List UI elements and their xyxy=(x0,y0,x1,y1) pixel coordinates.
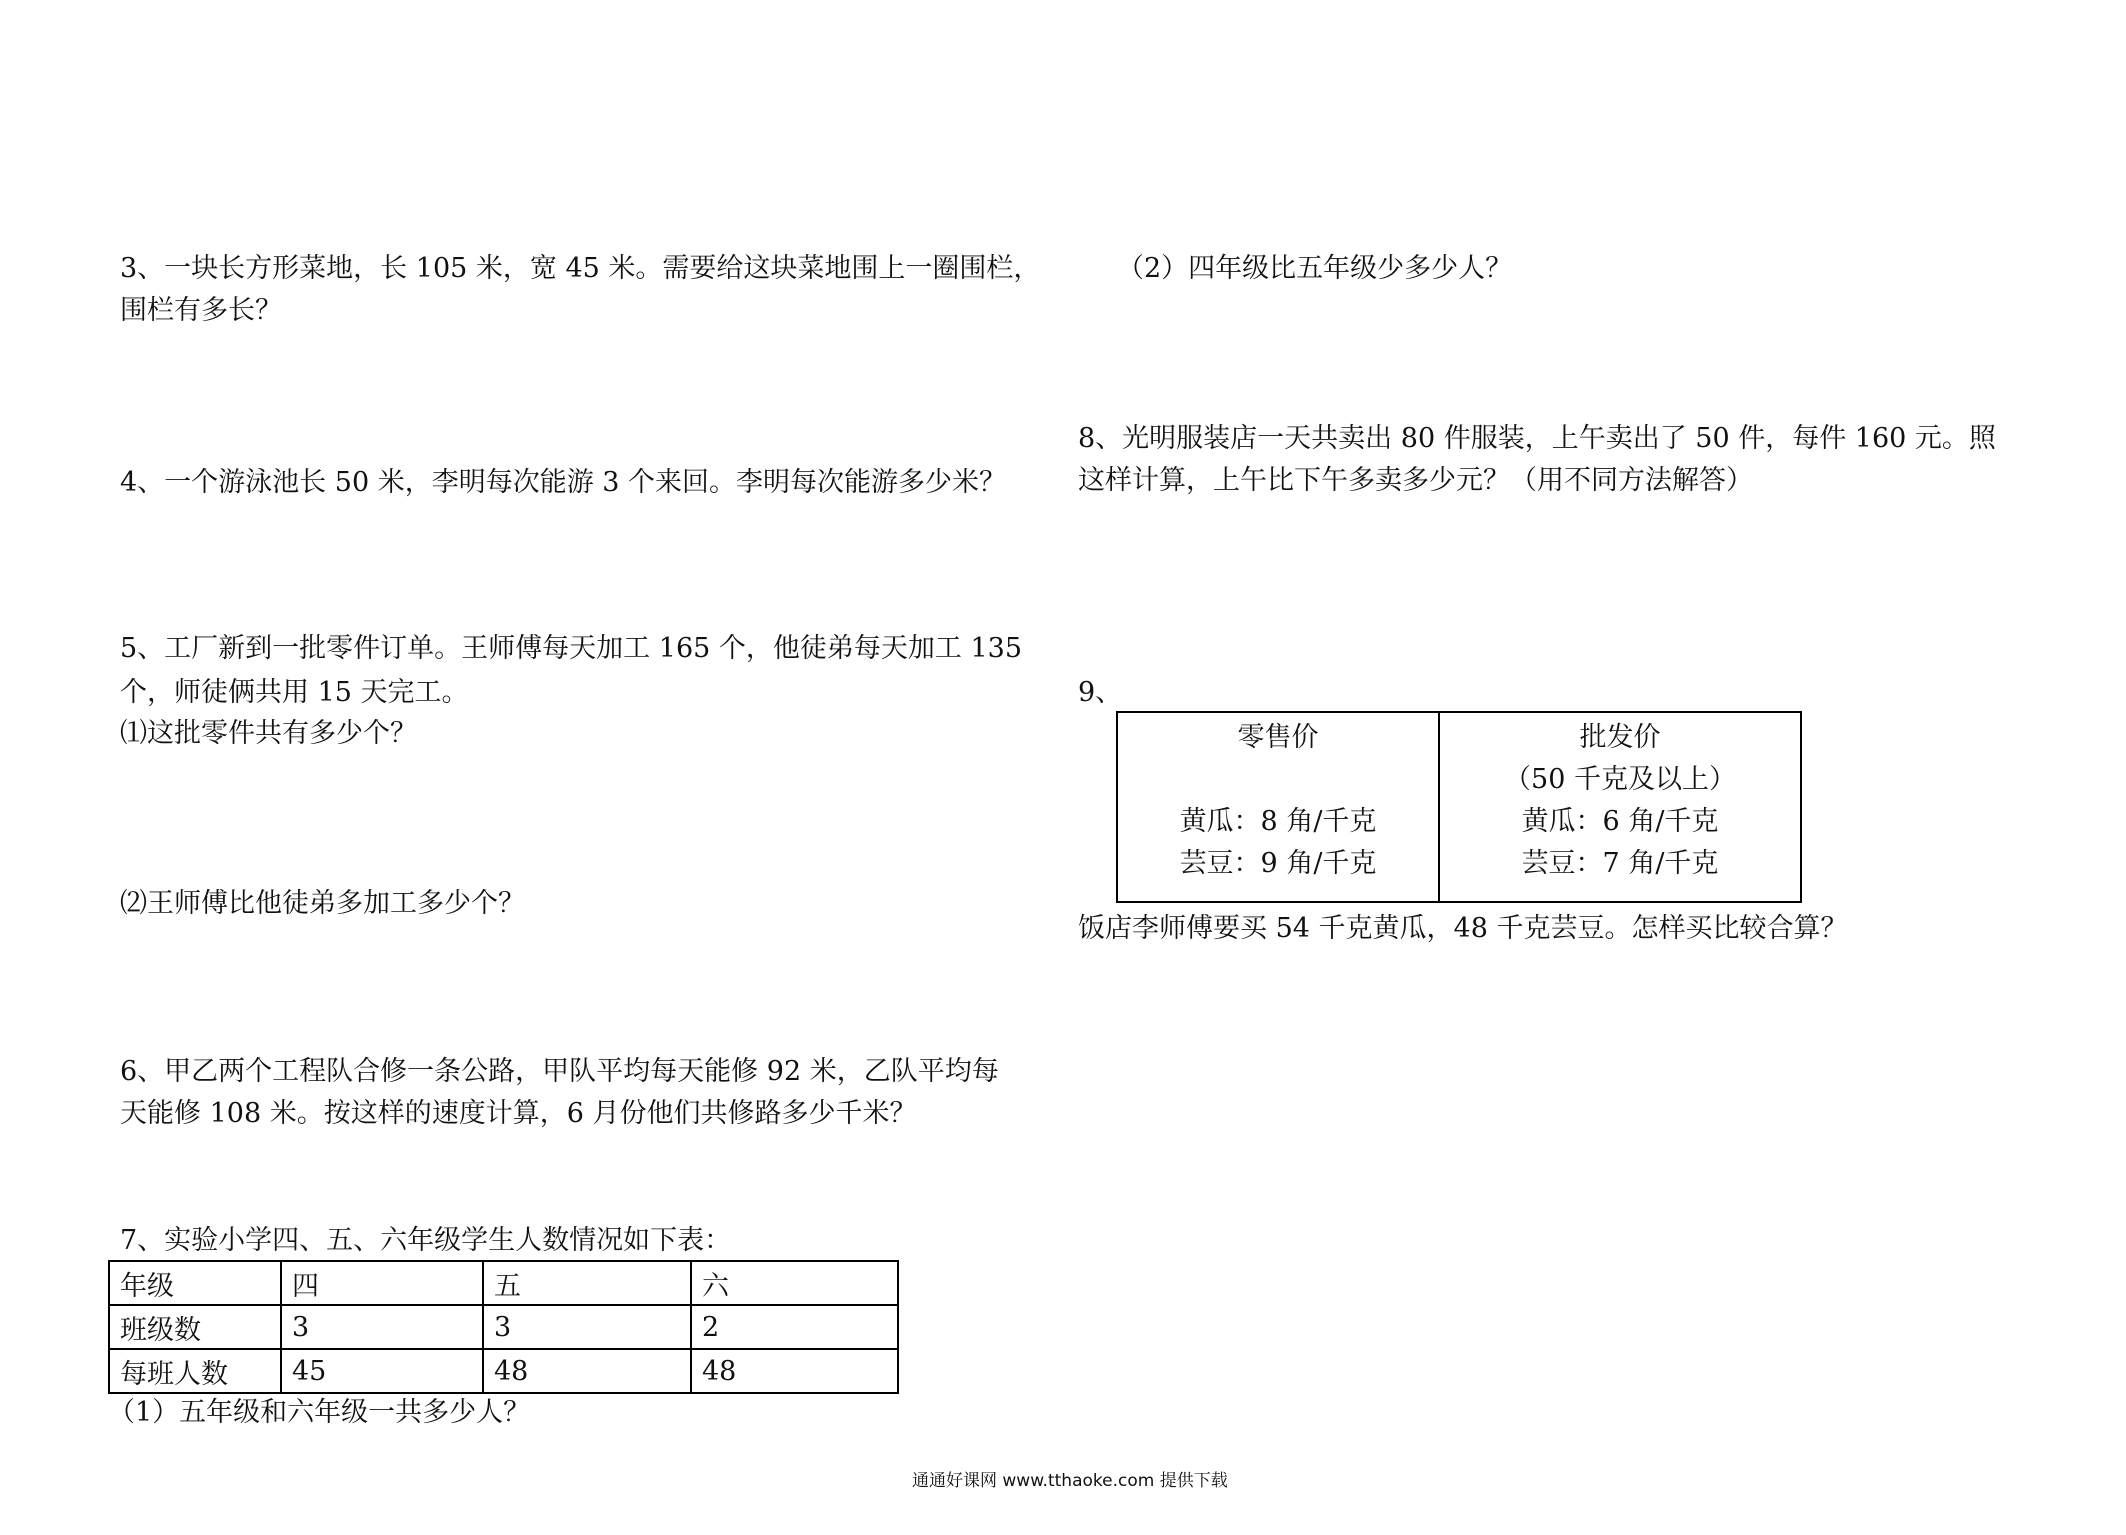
q8-line2: 这样计算，上午比下午多卖多少元？（用不同方法解答） xyxy=(1078,465,1753,496)
wholesale-price-header: 批发价 xyxy=(1579,722,1661,753)
wholesale-price-cell xyxy=(1439,712,1801,902)
table-cell: 五 xyxy=(483,1261,691,1305)
q9-question: 饭店李师傅要买 54 千克黄瓜，48 千克芸豆。怎样买比较合算？ xyxy=(1078,913,1848,944)
table-cell: 年级 xyxy=(109,1261,281,1305)
q7-grade-table xyxy=(108,1260,899,1394)
retail-cucumber-price: 黄瓜：8 角/千克 xyxy=(1179,806,1377,837)
q5-line2: 个，师徒俩共用 15 天完工。 xyxy=(120,677,469,708)
q6-line1: 6、甲乙两个工程队合修一条公路，甲队平均每天能修 92 米，乙队平均每 xyxy=(120,1056,999,1087)
q5-sub1: ⑴这批零件共有多少个？ xyxy=(120,718,417,749)
table-cell: 六 xyxy=(691,1261,898,1305)
retail-price-header: 零售价 xyxy=(1237,722,1319,753)
footer-download-note: 通通好课网 www.tthaoke.com 提供下载 xyxy=(912,1471,1228,1491)
q5-line1: 5、工厂新到一批零件订单。王师傅每天加工 165 个，他徒弟每天加工 135 xyxy=(120,633,1022,664)
table-cell: 3 xyxy=(483,1305,691,1349)
retail-price-cell xyxy=(1117,712,1439,902)
q5-sub2: ⑵王师傅比他徒弟多加工多少个？ xyxy=(120,888,525,919)
q8-line1: 8、光明服装店一天共卖出 80 件服装，上午卖出了 50 件，每件 160 元。照 xyxy=(1078,423,1996,454)
q9-number: 9、 xyxy=(1078,677,1123,708)
q7-intro: 7、实验小学四、五、六年级学生人数情况如下表： xyxy=(120,1225,732,1256)
q4-text: 4、一个游泳池长 50 米，李明每次能游 3 个来回。李明每次能游多少米？ xyxy=(120,467,1007,498)
q3-line2: 围栏有多长？ xyxy=(120,295,282,326)
wholesale-note: （50 千克及以上） xyxy=(1504,764,1736,795)
table-cell: 2 xyxy=(691,1305,898,1349)
q6-line2: 天能修 108 米。按这样的速度计算，6 月份他们共修路多少千米？ xyxy=(120,1098,917,1129)
table-cell: 48 xyxy=(483,1349,691,1393)
q7-sub1: （1）五年级和六年级一共多少人？ xyxy=(108,1397,531,1428)
table-cell: 48 xyxy=(691,1349,898,1393)
retail-bean-price: 芸豆：9 角/千克 xyxy=(1179,848,1377,879)
table-cell: 四 xyxy=(281,1261,483,1305)
wholesale-cucumber-price: 黄瓜：6 角/千克 xyxy=(1521,806,1719,837)
wholesale-bean-price: 芸豆：7 角/千克 xyxy=(1521,848,1719,879)
table-cell: 每班人数 xyxy=(109,1349,281,1393)
table-row xyxy=(109,1349,898,1393)
table-cell: 班级数 xyxy=(109,1305,281,1349)
table-cell: 45 xyxy=(281,1349,483,1393)
table-cell: 3 xyxy=(281,1305,483,1349)
q3-line1: 3、一块长方形菜地，长 105 米，宽 45 米。需要给这块菜地围上一圈围栏， xyxy=(120,253,1041,284)
q9-price-table xyxy=(1116,711,1802,903)
q7-sub2: （2）四年级比五年级少多少人？ xyxy=(1117,253,1513,284)
table-row xyxy=(109,1261,898,1305)
table-row xyxy=(109,1305,898,1349)
